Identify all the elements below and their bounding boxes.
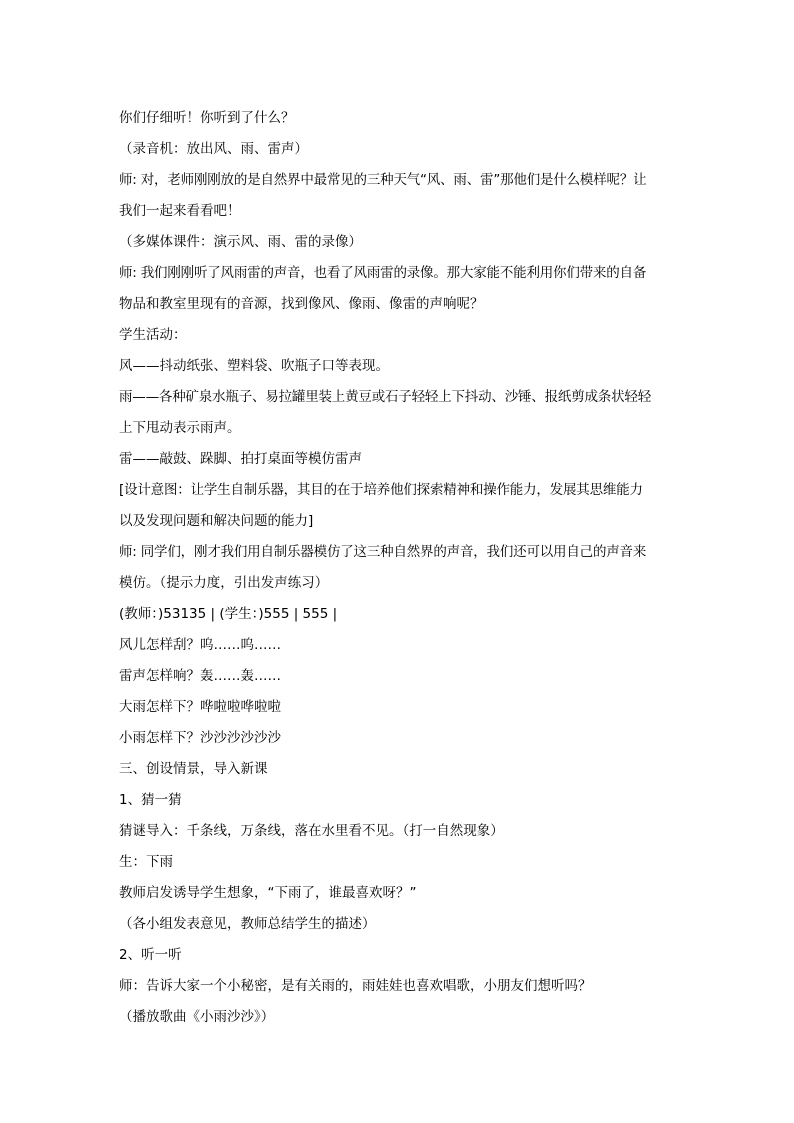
text-line: 雨——各种矿泉水瓶子、易拉罐里装上黄豆或石子轻轻上下抖动、沙锤、报纸剪成条状轻轻 <box>119 389 651 405</box>
text-line: 生：下雨 <box>119 854 173 870</box>
text-line: 师: 同学们，刚才我们用自制乐器模仿了这三种自然界的声音，我们还可以用自己的声音来 <box>119 544 647 560</box>
text-line: 风儿怎样刮？呜……呜…… <box>119 637 281 653</box>
section-heading: 三、创设情景，导入新课 <box>119 761 268 777</box>
text-line: 小雨怎样下？沙沙沙沙沙沙 <box>119 730 281 746</box>
text-line: （播放歌曲《小雨沙沙》） <box>119 1009 275 1025</box>
document-page <box>119 103 679 1033</box>
text-line: 教师启发诱导学生想象，“下雨了，谁最喜欢呀？” <box>119 885 417 901</box>
text-line: (教师：)53135 | (学生：)555 | 555 | <box>119 606 338 622</box>
text-line: 大雨怎样下？哗啦啦哗啦啦 <box>119 699 281 715</box>
text-line: 你们仔细听！你听到了什么？ <box>119 110 295 126</box>
text-line: （各小组发表意见，教师总结学生的描述） <box>119 916 376 932</box>
text-line: 以及发现问题和解决问题的能力] <box>119 513 314 529</box>
text-line: 我们一起来看看吧！ <box>119 203 241 219</box>
text-line: 师：告诉大家一个小秘密，是有关雨的，雨娃娃也喜欢唱歌，小朋友们想听吗？ <box>119 978 592 994</box>
text-line: 风——抖动纸张、塑料袋、吹瓶子口等表现。 <box>119 358 389 374</box>
text-line: 雷声怎样响？轰……轰…… <box>119 668 281 684</box>
text-line: 猜谜导入：千条线，万条线，落在水里看不见。（打一自然现象） <box>119 823 504 839</box>
text-line: 物品和教室里现有的音源，找到像风、像雨、像雷的声响呢？ <box>119 296 484 312</box>
text-line: （录音机：放出风、雨、雷声） <box>119 141 308 157</box>
text-line: 上下甩动表示雨声。 <box>119 420 241 436</box>
text-line: （多媒体课件：演示风、雨、雷的录像） <box>119 234 362 250</box>
text-line: 师: 对，老师刚刚放的是自然界中最常见的三种天气“风、雨、雷”那他们是什么模样呢？让 <box>119 172 647 188</box>
text-line: 学生活动： <box>119 327 187 343</box>
text-line: 雷——敲鼓、跺脚、拍打桌面等模仿雷声 <box>119 451 362 467</box>
text-line: [设计意图：让学生自制乐器，其目的在于培养他们探索精神和操作能力，发展其思维能力 <box>119 482 643 498</box>
subsection-heading: 1、猜一猜 <box>119 792 182 808</box>
text-line: 师: 我们刚刚听了风雨雷的声音，也看了风雨雷的录像。那大家能不能利用你们带来的自备 <box>119 265 647 281</box>
subsection-heading: 2、听一听 <box>119 947 182 963</box>
text-line: 模仿。（提示力度，引出发声练习） <box>119 575 329 591</box>
